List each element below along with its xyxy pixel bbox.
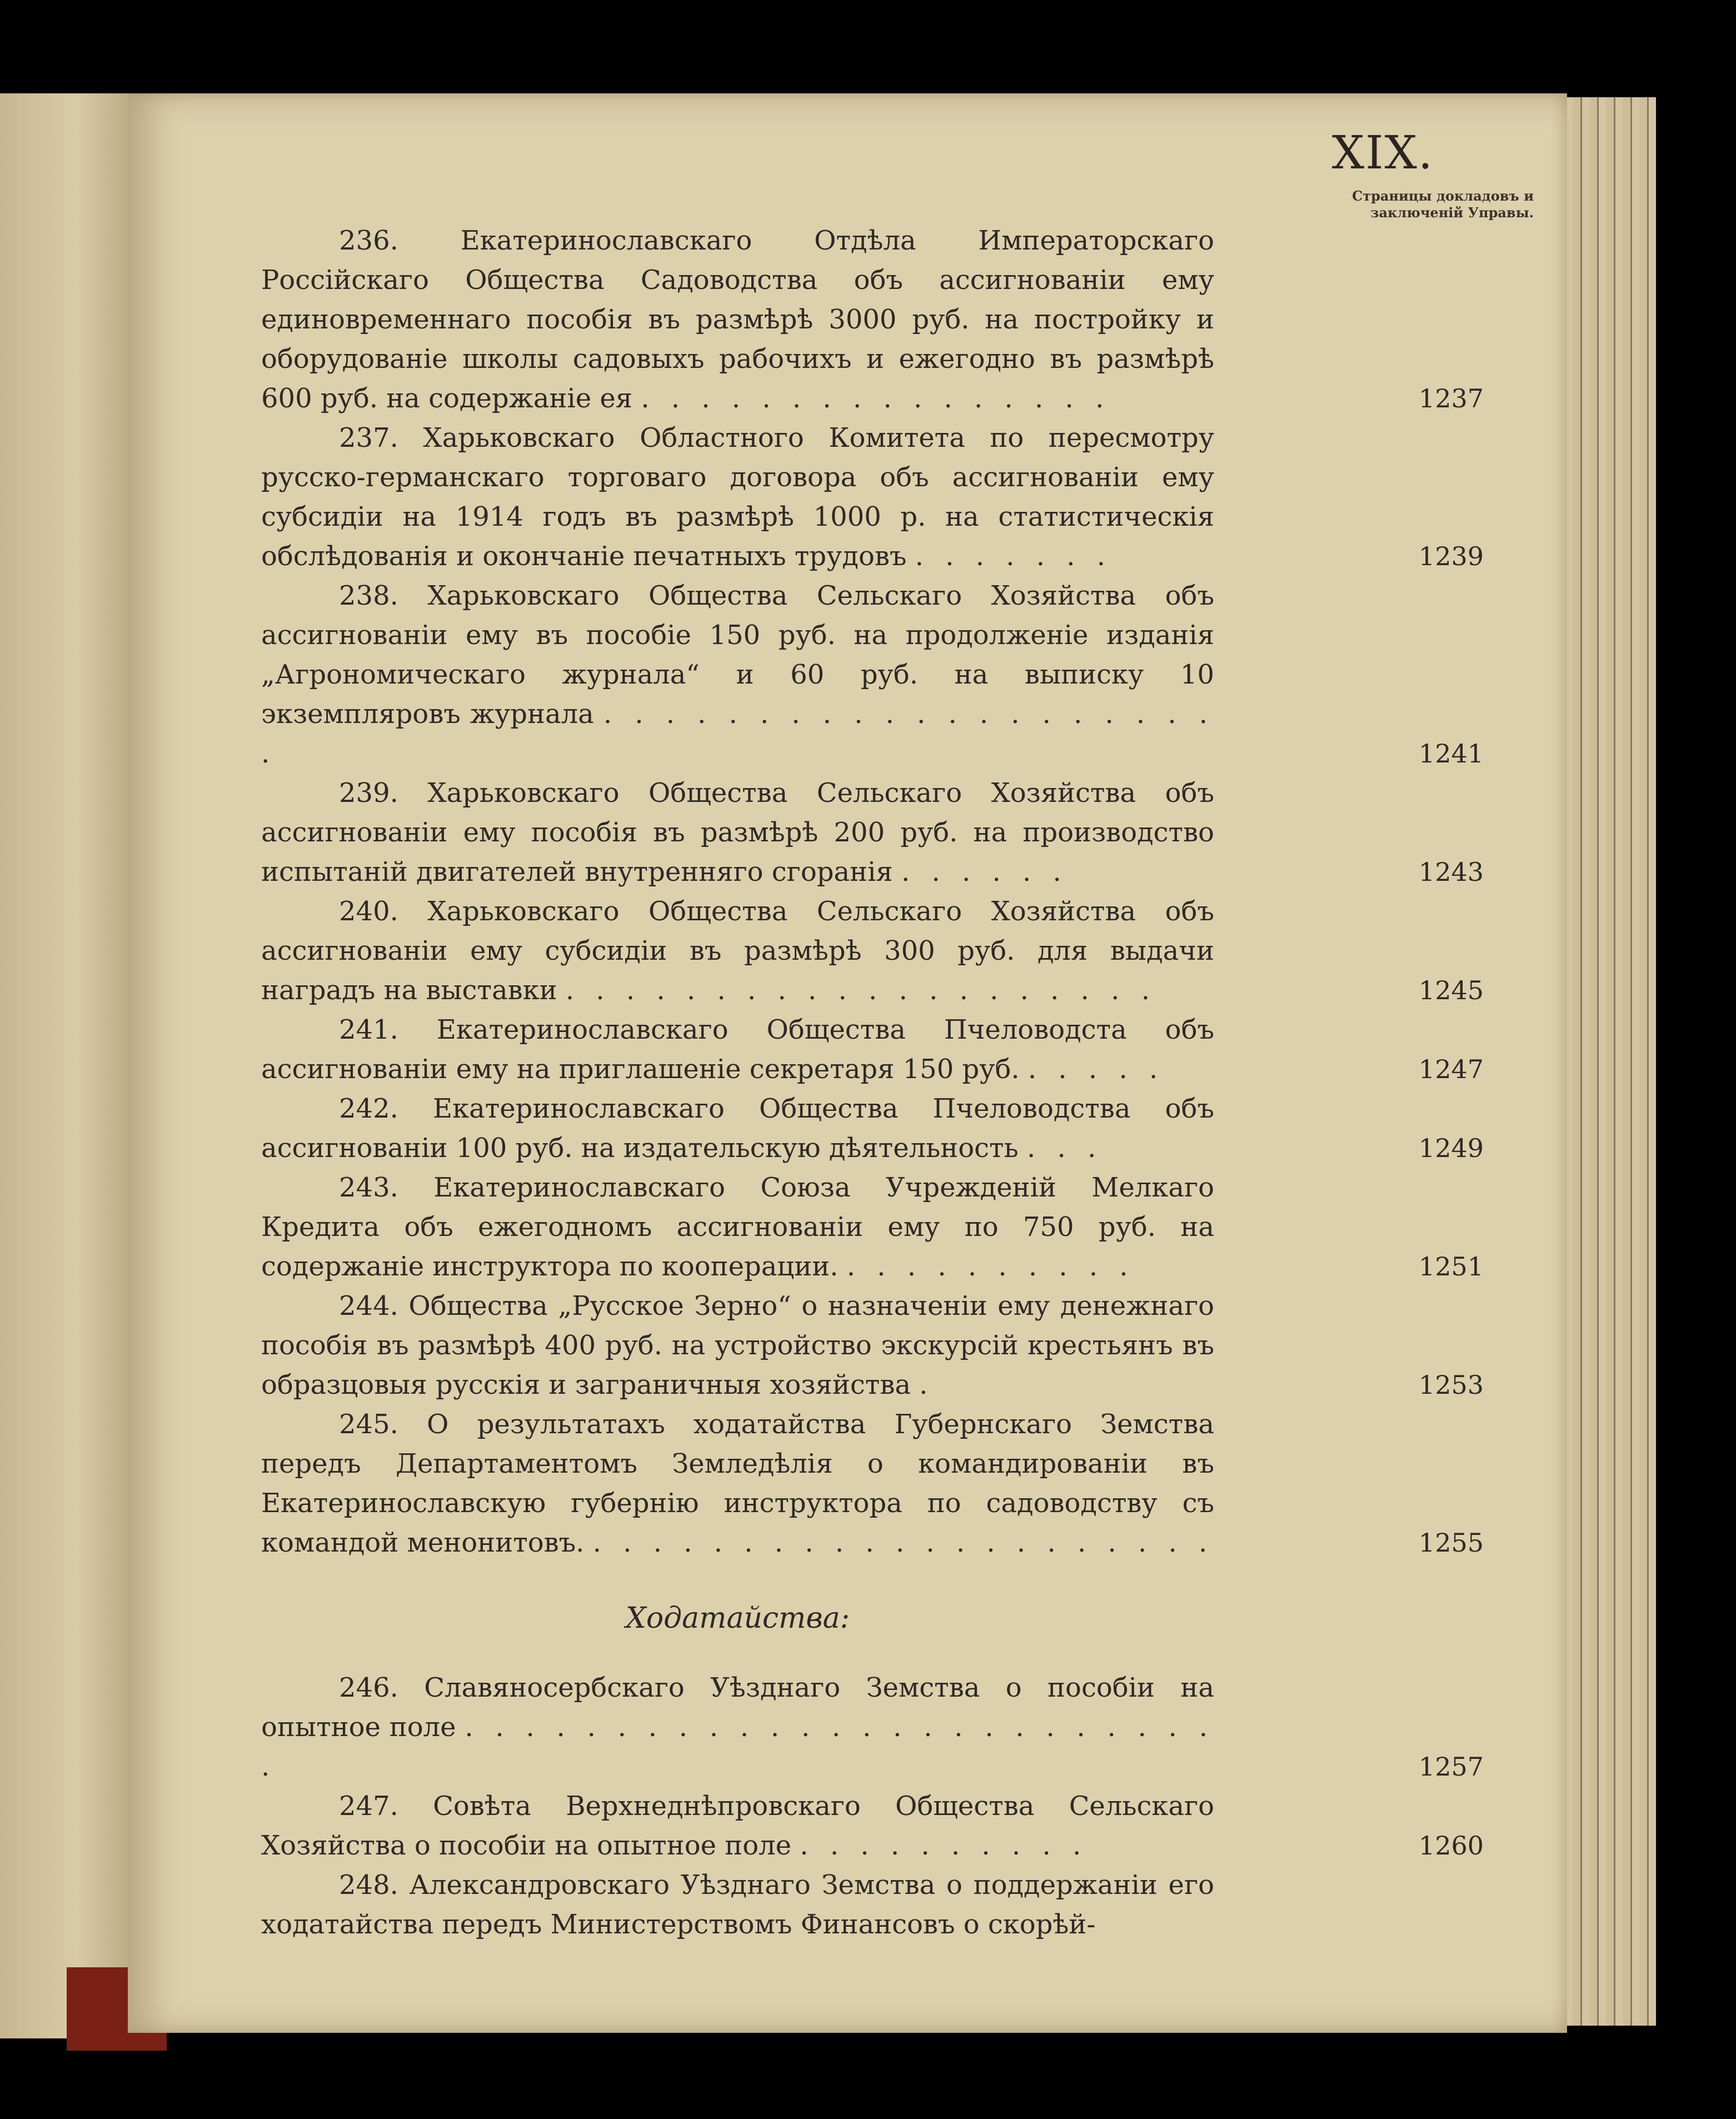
dot-leader: . . . . . . . . . . . . . . . .	[641, 383, 1111, 414]
toc-entry-241	[261, 1010, 1484, 1089]
page-reference: 1253	[1418, 1370, 1484, 1400]
margin-header-line: заключеній Управы.	[1370, 205, 1534, 221]
toc-entry-238	[261, 576, 1484, 774]
page-reference: 1247	[1418, 1054, 1484, 1084]
toc-entry-244	[261, 1287, 1484, 1405]
toc-entry-243	[261, 1168, 1484, 1287]
toc-entry-240	[261, 892, 1484, 1010]
dot-leader: .	[919, 1369, 935, 1400]
page-reference: 1243	[1418, 857, 1484, 887]
page-reference: 1260	[1418, 1831, 1484, 1861]
dot-leader: . . . . . . . . . . . . . . . . . . . . . . . . . .	[261, 1712, 1215, 1782]
page-reference: 1251	[1418, 1252, 1484, 1282]
dot-leader: . . . . . . . . . . . . . . . . . . . . .	[592, 1527, 1214, 1558]
page-reference: 1245	[1418, 975, 1484, 1005]
page-number: XIX.	[1331, 127, 1434, 180]
entry-text: 237. Харьковскаго Областного Комитета по пересмотру русско-германскаго торговаго договора объ ассигнованіи ему субсидіи на 1914 годъ въ размѣрѣ 1000 р. на статистическія обслѣдованія и окончаніе печатныхъ трудовъ	[261, 422, 1214, 572]
entry-text: 242. Екатеринославскаго Общества Пчеловодства объ ассигнованіи 100 руб. на издательскую дѣятельность	[261, 1093, 1214, 1164]
dot-leader: . . . . . . . . . .	[846, 1251, 1135, 1282]
entry-text: 245. О результатахъ ходатайства Губернскаго Земства передъ Департаментомъ Земледѣлія о командированіи въ Екатеринославскую губернію инструктора по садоводству съ командой менонитовъ.	[261, 1409, 1214, 1558]
entry-text: 243. Екатеринославскаго Союза Учрежденій Мелкаго Кредита объ ежегодномъ ассигнованіи ему по 750 руб. на содержаніе инструктора по кооперации.	[261, 1172, 1214, 1282]
entry-text: 238. Харьковскаго Общества Сельскаго Хозяйства объ ассигнованіи ему въ пособіе 150 руб. на продолженіе изданія „Агрономическаго журнала“ и 60 руб. на выписку 10 экземпляровъ журнала	[261, 580, 1214, 730]
book-page	[128, 93, 1567, 2033]
toc-entry-245	[261, 1405, 1484, 1563]
entry-text: 241. Екатеринославскаго Общества Пчеловодста объ ассигнованіи ему на приглашеніе секретаря 150 руб.	[261, 1014, 1214, 1085]
page-reference: 1257	[1418, 1752, 1484, 1782]
entry-text: 246. Славяносербскаго Уѣзднаго Земства о пособіи на опытное поле	[261, 1672, 1214, 1743]
toc-entry-242	[261, 1089, 1484, 1168]
dot-leader: . . . . . . .	[915, 541, 1113, 572]
entry-text: 244. Общества „Русское Зерно“ о назначеніи ему денежнаго пособія въ размѣрѣ 400 руб. на устройство экскурсій крестьянъ въ образцовыя русскія и заграничныя хозяйства	[261, 1290, 1214, 1400]
toc-entry-248	[261, 1866, 1484, 1945]
dot-leader: . . . . . . . . . . . . . . . . . . . .	[565, 975, 1156, 1006]
entry-text: 239. Харьковскаго Общества Сельскаго Хозяйства объ ассигнованіи ему пособія въ размѣрѣ 200 руб. на производство испытаній двигателей внутренняго сгоранія	[261, 777, 1214, 888]
left-page-edge	[0, 93, 139, 2038]
table-of-contents	[261, 221, 1484, 1945]
dot-leader: . . . . . . . . . . . . . . . . . . . . .	[261, 699, 1214, 769]
page-reference: 1249	[1418, 1133, 1484, 1163]
entry-text: 248. Александровскаго Уѣзднаго Земства о поддержаніи его ходатайства передъ Министерствомъ Финансовъ о скорѣй-	[261, 1869, 1214, 1940]
margin-header	[1256, 188, 1534, 221]
dot-leader: . . . . . .	[901, 856, 1068, 888]
page-stack-edge	[1556, 97, 1656, 2026]
entry-text: 240. Харьковскаго Общества Сельскаго Хозяйства объ ассигнованіи ему субсидіи въ размѣрѣ 300 руб. для выдачи наградъ на выставки	[261, 896, 1214, 1006]
page-reference: 1255	[1418, 1528, 1484, 1558]
toc-entry-247	[261, 1787, 1484, 1866]
dot-leader: . . . . .	[1027, 1054, 1165, 1085]
entry-text: 247. Совѣта Верхнеднѣпровскаго Общества Сельскаго Хозяйства о пособіи на опытное поле	[261, 1791, 1214, 1861]
entry-text: 236. Екатеринославскаго Отдѣла Императорскаго Россійскаго Общества Садоводства объ ассигнованіи ему единовременнаго пособія въ размѣрѣ 3000 руб. на постройку и оборудованіе школы садовыхъ рабочихъ и ежегодно въ размѣрѣ 600 руб. на содержаніе ея	[261, 225, 1214, 414]
toc-entry-237	[261, 418, 1484, 576]
toc-entry-236	[261, 221, 1484, 418]
page-reference: 1239	[1418, 541, 1484, 571]
margin-header-line: Страницы докладовъ и	[1352, 188, 1534, 204]
page-reference: 1241	[1418, 739, 1484, 769]
page-reference: 1237	[1418, 383, 1484, 413]
toc-entry-239	[261, 774, 1484, 892]
section-heading: Ходатайства:	[625, 1602, 850, 1635]
dot-leader: . . .	[1026, 1133, 1103, 1164]
toc-entry-246	[261, 1668, 1484, 1787]
dot-leader: . . . . . . . . . .	[800, 1830, 1088, 1861]
